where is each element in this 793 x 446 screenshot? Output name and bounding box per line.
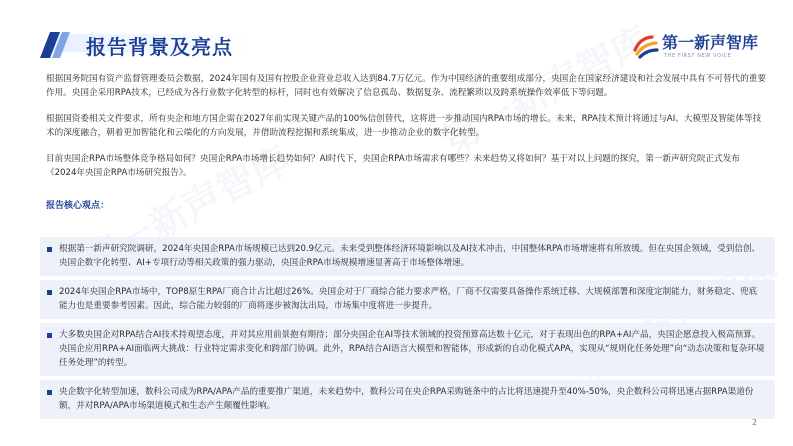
- key-points-list: [40, 237, 775, 423]
- intro-section: [46, 72, 768, 213]
- key-point-item: [40, 380, 775, 419]
- logo-tagline: THE FIRST NEW VOICE: [664, 53, 732, 59]
- bullet-icon: [47, 247, 52, 252]
- intro-paragraph: 目前央国企RPA市场整体竞争格局如何？央国企RPA市场增长趋势如何？AI时代下，央国企RPA市场需求有哪些？未来趋势又将如何？基于对以上问题的探究，第一新声研究院正式发布《2024年央国企RPA市场研究报告》。: [46, 153, 740, 179]
- bullet-icon: [47, 333, 52, 338]
- key-point-text: 2024年央国企RPA市场中，TOP8原生RPA厂商合计占比超过26%。央国企对于厂商综合能力要求严格，厂商不仅需要具备操作系统迁移、大规模部署和深度定制能力，财务稳定、兜底能力也是重要参考因素。因此，综合能力较弱的厂商将逐步被淘汰出局，市场集中度将进一步提升。: [59, 286, 758, 312]
- key-point-text: 央企数字化转型加速，数科公司成为RPA/APA产品的重要推广渠道，未来趋势中，数科公司在央企RPA采购链条中的占比将迅速提升至40%-50%，央企数科公司将迅速占据RPA渠道份额，并对RPA/APA市场渠道模式和生态产生颠覆性影响。: [59, 386, 754, 412]
- bullet-icon: [47, 390, 52, 395]
- logo-name: 第一新声智库: [662, 33, 759, 52]
- title-icon: [36, 28, 76, 62]
- header: [0, 0, 793, 64]
- key-point-item: [40, 280, 775, 319]
- logo-icon: [632, 32, 660, 60]
- key-point-item: [40, 237, 775, 276]
- intro-paragraph: 根据国务院国有资产监督管理委员会数据，2024年国有及国有控股企业营业总收入达到84.7万亿元。作为中国经济的重要组成部分，央国企在国家经济建设和社会发展中具有不可替代的重要作用。央国企采用RPA技术，已经成为各行业数字化转型的标杆，同时也有效解决了信息孤岛、数据复杂、流程繁琐以及跨系统操作效率低下等问题。: [46, 74, 766, 99]
- page-number: 2: [752, 418, 758, 427]
- logo: [632, 30, 772, 64]
- key-point-text: 根据第一新声研究院调研，2024年央国企RPA市场规模已达到20.9亿元。未来受到整体经济环境影响以及AI技术冲击，中国整体RPA市场增速将有所放缓。但在央国企领域，受到信创、央国企数字化转型、AI+专项行动等相关政策的强力驱动，央国企RPA市场规模增速显著高于市场整体增速。: [59, 244, 761, 269]
- intro-paragraph: 根据国资委相关文件要求，所有央企和地方国企需在2027年前实现关键产品的100%信创替代，这将进一步推动国内RPA市场的增长。未来，RPA技术预计将通过与AI、大模型及智能体等技术的深度融合，朝着更加智能化和云端化的方向发展，并借助流程挖掘和系统集成，进一步推动企业的数字化转型。: [46, 113, 762, 139]
- key-point-text: 大多数央国企对RPA结合AI技术持观望态度，并对其应用前景抱有期待；部分央国企在AI等技术领域的投资预算高达数十亿元，对于表现出色的RPA+AI产品，央国企愿意投入极高预算。央国企应用RPA+AI面临两大挑战：行业特定需求变化和跨部门协调。此外，RPA结合AI语言大模型和智能体，形成新的自动化模式APA，实现从“规则化任务处理”向“动态决策和复杂环境任务处理”的转型。: [59, 329, 765, 369]
- bullet-icon: [47, 290, 52, 295]
- page-title: 报告背景及亮点: [86, 35, 233, 59]
- key-point-item: [40, 323, 775, 376]
- key-points-label: 报告核心观点：: [46, 201, 110, 212]
